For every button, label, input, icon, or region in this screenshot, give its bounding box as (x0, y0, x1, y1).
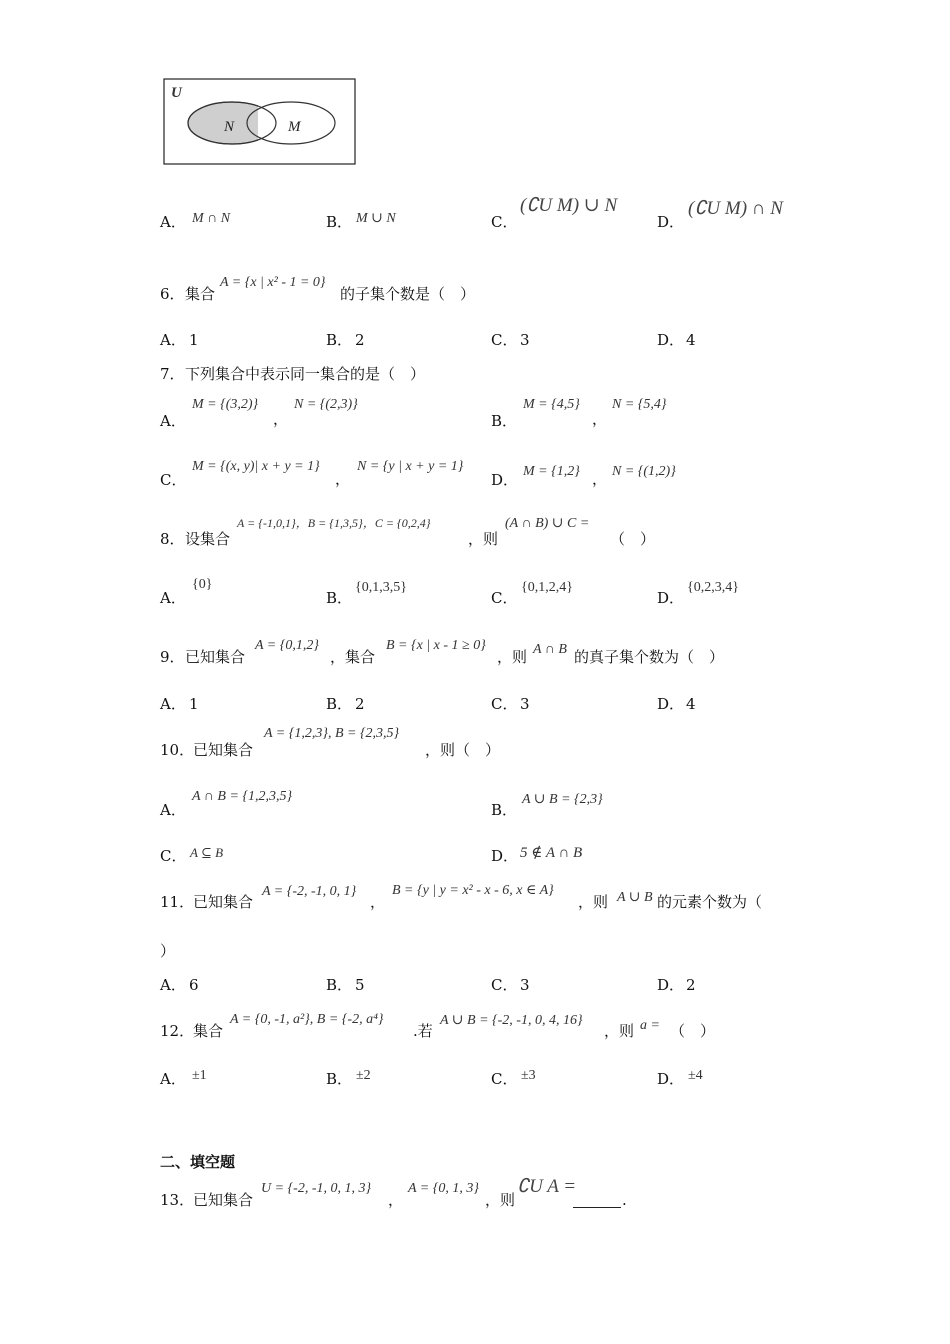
section-title-fill-in: 二、填空题 (160, 1153, 236, 1171)
q7-option-c-comma: ， (335, 470, 351, 488)
q8-option-a-math: {0} (192, 577, 213, 592)
q9-option-c-value: 3 (520, 695, 530, 713)
q10-option-c-label: C． (160, 847, 187, 865)
q7-option-b-math2: N = {5,4} (612, 397, 667, 412)
q7-option-c-math1: M = {(x, y)| x + y = 1} (192, 459, 320, 474)
q11-stem-mid: ， (370, 893, 386, 911)
q9-option-a-value: 1 (189, 695, 199, 713)
q12-option-b-math: ±2 (356, 1068, 371, 1083)
venn-set-m-label: M (288, 119, 301, 135)
q7-option-d-comma: ， (592, 470, 608, 488)
q5-option-a-math: M ∩ N (192, 211, 231, 226)
q8-option-b-math: {0,1,3,5} (355, 580, 407, 595)
q8-option-c-math: {0,1,2,4} (521, 580, 573, 595)
q10-option-a-math: A ∩ B = {1,2,3,5} (192, 789, 293, 804)
q9-option-d-value: 4 (686, 695, 696, 713)
q7-number: 7． (160, 365, 185, 383)
q5-option-b-label: B． (326, 213, 353, 231)
q12-stem-post: （ ） (670, 1022, 716, 1040)
q5-option-d-label: D． (657, 213, 685, 231)
q11-stem-post: 的元素个数为（ (657, 893, 763, 911)
q13-math1: U = {-2, -1, 0, 1, 3} (261, 1181, 372, 1196)
q10-option-b-label: B． (491, 801, 518, 819)
q13-stem-post: . (622, 1191, 627, 1209)
q13-answer-blank[interactable] (573, 1193, 621, 1208)
q13-number: 13． (160, 1191, 195, 1209)
q13-stem-mid: ， (388, 1191, 404, 1209)
q6-math: A = {x | x² - 1 = 0} (220, 275, 326, 290)
q9-stem-mid2: ，则 (497, 648, 528, 666)
q7-option-b-comma: ， (592, 410, 608, 428)
q11-option-a-value: 6 (189, 976, 199, 994)
q6-option-c-value: 3 (520, 331, 530, 349)
q7-option-b-math1: M = {4,5} (523, 397, 580, 412)
q5-option-c-math: (∁U M) ∪ N (520, 195, 618, 216)
q13-stem-pre: 已知集合 (193, 1191, 254, 1209)
q11-option-d-value: 2 (686, 976, 696, 994)
q11-stem-mid2: ，则 (578, 893, 609, 911)
q9-math3: A ∩ B (533, 642, 567, 657)
q6-option-a-value: 1 (189, 331, 199, 349)
q8-stem-post: （ ） (610, 530, 656, 548)
q12-stem-mid: .若 (413, 1022, 433, 1040)
q6-option-b-label: B． (326, 331, 353, 349)
q6-stem-post: 的子集个数是（ ） (340, 285, 476, 303)
q11-math3: A ∪ B (617, 890, 653, 905)
q11-stem-post2: ） (160, 942, 176, 960)
q12-option-c-label: C． (491, 1070, 518, 1088)
q12-stem-pre: 集合 (193, 1022, 224, 1040)
q7-option-a-label: A． (160, 412, 186, 430)
q7-option-d-math2: N = {(1,2)} (612, 464, 676, 479)
q10-option-d-math: 5 ∉ A ∩ B (520, 845, 583, 861)
q10-stem-pre: 已知集合 (193, 741, 254, 759)
q10-math: A = {1,2,3}, B = {2,3,5} (264, 726, 400, 741)
q6-number: 6． (160, 285, 185, 303)
q10-option-a-label: A． (160, 801, 186, 819)
q8-stem-then: ，则 (468, 530, 499, 548)
q10-option-d-label: D． (491, 847, 519, 865)
q8-option-d-math: {0,2,3,4} (687, 580, 739, 595)
q11-option-c-label: C． (491, 976, 518, 994)
q9-math2: B = {x | x - 1 ≥ 0} (386, 638, 486, 653)
q8-option-a-label: A． (160, 589, 186, 607)
q12-math1: A = {0, -1, a²}, B = {-2, a⁴} (230, 1012, 384, 1027)
q7-option-d-math1: M = {1,2} (523, 464, 580, 479)
q10-number: 10． (160, 741, 195, 759)
q12-option-a-math: ±1 (192, 1068, 207, 1083)
q5-option-b-math: M ∪ N (356, 211, 396, 226)
q9-stem-pre: 已知集合 (185, 648, 246, 666)
q9-stem-mid: ，集合 (330, 648, 376, 666)
q7-option-a-math2: N = {(2,3)} (294, 397, 358, 412)
q9-math1: A = {0,1,2} (255, 638, 319, 653)
q9-stem-post: 的真子集个数为（ ） (574, 648, 725, 666)
q7-option-a-comma: ， (273, 410, 289, 428)
q8-option-b-label: B． (326, 589, 353, 607)
q9-option-d-label: D． (657, 695, 685, 713)
q11-math1: A = {-2, -1, 0, 1} (262, 884, 357, 899)
q12-option-c-math: ±3 (521, 1068, 536, 1083)
q9-number: 9． (160, 648, 185, 666)
q11-option-c-value: 3 (520, 976, 530, 994)
q11-option-a-label: A． (160, 976, 186, 994)
q5-option-d-math: (∁U M) ∩ N (688, 198, 783, 219)
q6-stem-pre: 集合 (185, 285, 216, 303)
q6-option-b-value: 2 (355, 331, 365, 349)
venn-diagram (163, 78, 358, 168)
q5-option-a-label: A． (160, 213, 186, 231)
q12-number: 12． (160, 1022, 195, 1040)
q7-stem: 下列集合中表示同一集合的是（ ） (185, 365, 426, 383)
q6-option-c-label: C． (491, 331, 518, 349)
q8-number: 8． (160, 530, 185, 548)
q8-math2: (A ∩ B) ∪ C = (505, 516, 590, 531)
q11-option-b-value: 5 (355, 976, 365, 994)
q10-stem-post: ，则（ ） (425, 741, 501, 759)
venn-set-n-label: N (224, 119, 235, 135)
q10-option-c-math: A ⊆ B (190, 845, 224, 860)
q8-option-c-label: C． (491, 589, 518, 607)
q11-number: 11． (160, 893, 195, 911)
q13-stem-mid2: ，则 (485, 1191, 516, 1209)
q11-option-d-label: D． (657, 976, 685, 994)
q7-option-b-label: B． (491, 412, 518, 430)
q12-stem-mid2: ，则 (604, 1022, 635, 1040)
q11-math2: B = {y | y = x² - x - 6, x ∈ A} (392, 883, 554, 898)
q12-math3: a = (640, 1018, 660, 1033)
q9-option-b-value: 2 (355, 695, 365, 713)
q13-math3: ∁U A = (517, 1176, 577, 1197)
q8-option-d-label: D． (657, 589, 685, 607)
q7-option-c-label: C． (160, 471, 187, 489)
q9-option-a-label: A． (160, 695, 186, 713)
q12-option-b-label: B． (326, 1070, 353, 1088)
q6-option-d-label: D． (657, 331, 685, 349)
q12-math2: A ∪ B = {-2, -1, 0, 4, 16} (440, 1013, 583, 1028)
q8-math: A = {-1,0,1}，B = {1,3,5}，C = {0,2,4} (237, 516, 431, 530)
q13-math2: A = {0, 1, 3} (408, 1181, 479, 1196)
q5-option-c-label: C． (491, 213, 518, 231)
q7-option-c-math2: N = {y | x + y = 1} (357, 459, 464, 474)
q11-stem-pre: 已知集合 (193, 893, 254, 911)
q6-option-d-value: 4 (686, 331, 696, 349)
q11-option-b-label: B． (326, 976, 353, 994)
q6-option-a-label: A． (160, 331, 186, 349)
venn-universe-label: U (171, 85, 182, 101)
q12-option-d-math: ±4 (688, 1068, 703, 1083)
q7-option-a-math1: M = {(3,2)} (192, 397, 259, 412)
q9-option-c-label: C． (491, 695, 518, 713)
q9-option-b-label: B． (326, 695, 353, 713)
q10-option-b-math: A ∪ B = {2,3} (522, 792, 603, 807)
q8-stem-pre: 设集合 (185, 530, 231, 548)
q7-option-d-label: D． (491, 471, 519, 489)
q12-option-a-label: A． (160, 1070, 186, 1088)
q12-option-d-label: D． (657, 1070, 685, 1088)
